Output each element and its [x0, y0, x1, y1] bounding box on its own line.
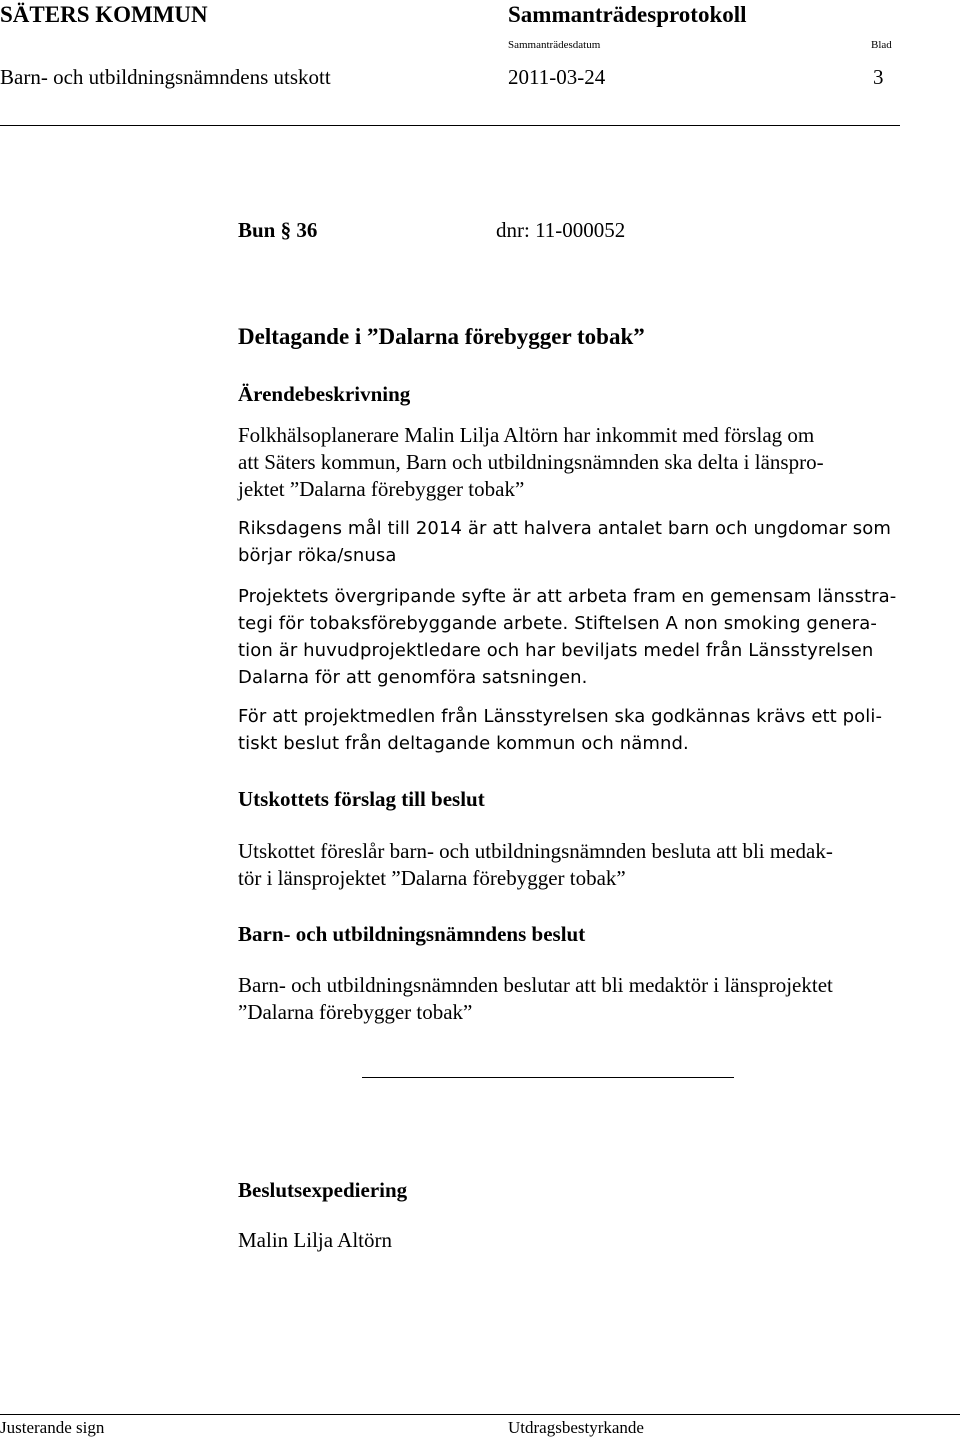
- text-line: Barn- och utbildningsnämnden beslutar att bli medaktör i länsprojektet: [238, 973, 833, 997]
- text-line: tion är huvudprojektledare och har beviljats medel från Länsstyrelsen: [238, 640, 874, 661]
- description-paragraph-4: [238, 703, 928, 757]
- decision-heading: Barn- och utbildningsnämndens beslut: [238, 922, 586, 946]
- text-line: Folkhälsoplanerare Malin Lilja Altörn har inkommit med förslag om: [238, 423, 815, 447]
- header-divider: [0, 125, 900, 126]
- date-label: Sammanträdesdatum: [508, 39, 601, 51]
- document-type: Sammanträdesprotokoll: [508, 2, 747, 27]
- meeting-date: 2011-03-24: [508, 65, 606, 89]
- text-line: tegi för tobaksförebyggande arbete. Stiftelsen A non smoking genera-: [238, 613, 878, 634]
- text-line: att Säters kommun, Barn och utbildningsnämnden ska delta i länspro-: [238, 450, 824, 474]
- text-line: tiskt beslut från deltagande kommun och nämnd.: [238, 733, 689, 754]
- description-paragraph-1: [238, 422, 928, 503]
- description-heading: Ärendebeskrivning: [238, 382, 411, 406]
- description-paragraph-3: [238, 583, 928, 691]
- page-label: Blad: [871, 39, 892, 51]
- proposal-text: [238, 838, 928, 892]
- proposal-heading: Utskottets förslag till beslut: [238, 787, 485, 811]
- footer-divider: [0, 1414, 960, 1415]
- organization-name: SÄTERS KOMMUN: [0, 2, 208, 27]
- dispatch-heading: Beslutsexpediering: [238, 1178, 408, 1202]
- text-line: Riksdagens mål till 2014 är att halvera antalet barn och ungdomar som: [238, 518, 891, 539]
- description-paragraph-2: [238, 515, 928, 569]
- committee-name: Barn- och utbildningsnämndens utskott: [0, 65, 331, 89]
- text-line: börjar röka/snusa: [238, 545, 397, 566]
- footer-signature-label: Justerande sign: [0, 1418, 105, 1437]
- text-line: ”Dalarna förebygger tobak”: [238, 1000, 473, 1024]
- text-line: Projektets övergripande syfte är att arbeta fram en gemensam länsstra-: [238, 586, 897, 607]
- text-line: Utskottet föreslår barn- och utbildningsnämnden besluta att bli medak-: [238, 839, 833, 863]
- footer-certification-label: Utdragsbestyrkande: [508, 1418, 644, 1437]
- dispatch-recipient: Malin Lilja Altörn: [238, 1228, 392, 1252]
- decision-text: [238, 972, 928, 1026]
- text-line: jektet ”Dalarna förebygger tobak”: [238, 477, 525, 501]
- case-number: Bun § 36: [238, 218, 318, 242]
- text-line: Dalarna för att genomföra satsningen.: [238, 667, 588, 688]
- page-number: 3: [873, 65, 884, 89]
- text-line: tör i länsprojektet ”Dalarna förebygger tobak”: [238, 866, 626, 890]
- text-line: För att projektmedlen från Länsstyrelsen ska godkännas krävs ett poli-: [238, 706, 883, 727]
- case-dnr: dnr: 11-000052: [496, 218, 626, 242]
- separator-line: [362, 1077, 734, 1078]
- case-title: Deltagande i ”Dalarna förebygger tobak”: [238, 324, 645, 349]
